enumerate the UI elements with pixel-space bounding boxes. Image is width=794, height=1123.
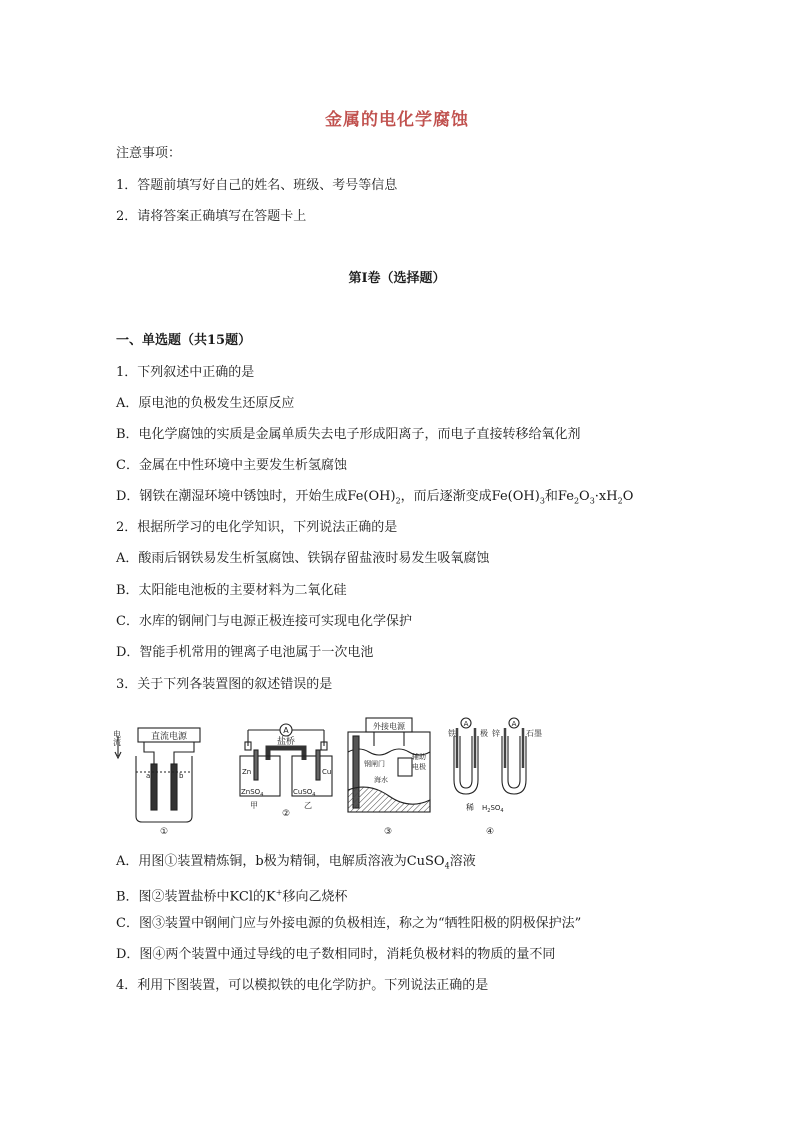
beaker-yi-label: 乙 [304, 801, 312, 810]
current-label: 电流 [112, 730, 122, 746]
ammeter-right-label: A [511, 720, 517, 728]
dc-power-label: 直流电源 [150, 732, 188, 742]
q3-option-a: A．用图①装置精炼铜，b极为精铜，电解质溶液为CuSO$_4$溶液 [116, 854, 476, 871]
q1-option-a: A．原电池的负极发生还原反应 [116, 396, 295, 411]
figure-3-gate-protection [344, 716, 434, 844]
beaker-jia-label: 甲 [250, 801, 258, 810]
q3-option-b: B．图②装置盐桥中KCl的K+移向乙烧杯 [116, 888, 348, 905]
pole-label: 极 [480, 729, 488, 738]
q2-option-d: D．智能手机常用的锂离子电池属于一次电池 [116, 645, 374, 660]
q1-option-b: B．电化学腐蚀的实质是金属单质失去电子形成阳离子，而电子直接转移给氧化剂 [116, 427, 581, 442]
znso4-label: ZnSO$_4$ [241, 788, 264, 798]
electrode-a-label: a [146, 772, 151, 780]
section-title: 第I卷（选择题） [348, 271, 446, 286]
iron-label: 铁 [448, 729, 456, 738]
salt-bridge-label: 盐桥 [276, 737, 296, 747]
figure-1-number: ① [160, 827, 169, 837]
h2so4-label: $H_2SO_4$ [482, 804, 504, 814]
q3-option-c: C．图③装置中钢闸门应与外接电源的负极相连，称之为“牺牲阳极的阴极保护法” [116, 916, 582, 931]
part-heading: 一、单选题（共15题） [116, 333, 252, 348]
q2-option-c: C．水库的钢闸门与电源正极连接可实现电化学保护 [116, 614, 412, 629]
figure-1-electrolysis [114, 716, 204, 838]
ammeter-left-label: A [463, 720, 469, 728]
graphite-label: 石墨 [526, 729, 542, 738]
q3-option-d: D．图④两个装置中通过导线的电子数相同时，消耗负极材料的物质的量不同 [116, 947, 556, 962]
figure-4-number: ④ [486, 827, 495, 837]
external-power-label: 外接电源 [373, 722, 405, 731]
figure-2-number: ② [282, 809, 291, 819]
seawater-label: 海水 [374, 776, 388, 784]
q4-stem: 4．利用下图装置，可以模拟铁的电化学防护。下列说法正确的是 [116, 978, 489, 993]
figure-3-number: ③ [384, 827, 393, 837]
aux-electrode-label-1: 辅助 [412, 753, 426, 761]
figure-4-u-tubes [448, 716, 548, 844]
zn-label: Zn [242, 768, 252, 776]
notice-item-1: 1．答题前填写好自己的姓名、班级、考号等信息 [116, 178, 398, 193]
q3-stem: 3．关于下列各装置图的叙述错误的是 [116, 677, 333, 692]
document-title: 金属的电化学腐蚀 [325, 110, 469, 130]
cu-label: Cu [322, 768, 332, 776]
zinc-label: 锌 [492, 729, 500, 738]
q1-option-c: C．金属在中性环境中主要发生析氢腐蚀 [116, 458, 347, 473]
figure-2-galvanic-cell [238, 716, 338, 838]
steel-gate-label: 钢闸门 [364, 760, 385, 768]
cuso4-label: CuSO$_4$ [293, 788, 316, 798]
aux-electrode-label-2: 电极 [412, 763, 426, 771]
ammeter-label: A [283, 726, 289, 735]
q2-stem: 2．根据所学习的电化学知识，下列说法正确的是 [116, 520, 398, 535]
electrode-b-label: b [179, 772, 184, 780]
notice-item-2: 2．请将答案正确填写在答题卡上 [116, 209, 307, 224]
q1-option-d: D．钢铁在潮湿环境中锈蚀时，开始生成$Fe(OH)_2$，而后逐渐变成$Fe(OH)_3$和$Fe_2O_3\cdot xH_2O$ [116, 489, 634, 506]
notice-heading: 注意事项： [116, 146, 182, 161]
q2-option-a: A．酸雨后钢铁易发生析氢腐蚀、铁锅存留盐液时易发生吸氧腐蚀 [116, 551, 490, 566]
q1-stem: 1．下列叙述中正确的是 [116, 365, 255, 380]
dilute-label: 稀 [466, 803, 474, 812]
q2-option-b: B．太阳能电池板的主要材料为二氧化硅 [116, 583, 347, 598]
